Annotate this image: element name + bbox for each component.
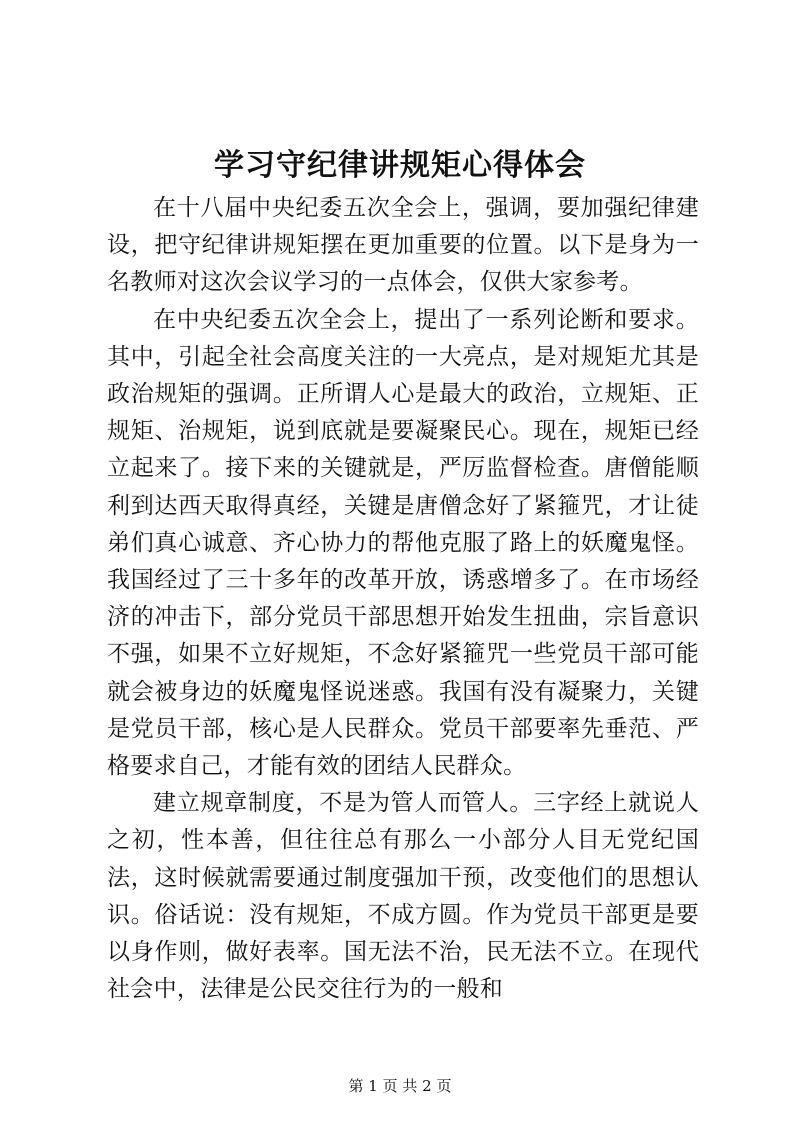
paragraph-1: 在十八届中央纪委五次全会上，强调，要加强纪律建设，把守纪律讲规矩摆在更加重要的位置。以下是身为一名教师对这次会议学习的一点体会，仅供大家参考。 <box>107 195 699 296</box>
document-body <box>107 190 699 1008</box>
paragraph-3: 建立规章制度，不是为管人而管人。三字经上就说人之初，性本善，但往往总有那么一小部分人目无党纪国法，这时候就需要通过制度强加干预，改变他们的思想认识。俗话说：没有规矩，不成方圆。作为党员干部更是要以身作则，做好表率。国无法不治，民无法不立。在现代社会中，法律是公民交往行为的一般和 <box>107 790 699 1003</box>
paragraph-2: 在中央纪委五次全会上，提出了一系列论断和要求。其中，引起全社会高度关注的一大亮点，是对规矩尤其是政治规矩的强调。正所谓人心是最大的政治，立规矩、正规矩、治规矩，说到底就是要凝聚民心。现在，规矩已经立起来了。接下来的关键就是，严厉监督检查。唐僧能顺利到达西天取得真经，关键是唐僧念好了紧箍咒，才让徒弟们真心诚意、齐心协力的帮他克服了路上的妖魔鬼怪。我国经过了三十多年的改革开放，诱惑增多了。在市场经济的冲击下，部分党员干部思想开始发生扭曲，宗旨意识不强，如果不立好规矩，不念好紧箍咒一些党员干部可能就会被身边的妖魔鬼怪说迷惑。我国有没有凝聚力，关键是党员干部，核心是人民群众。党员干部要率先垂范、严格要求自己，才能有效的团结人民群众。 <box>107 306 699 780</box>
page-footer: 第 1 页 共 2 页 <box>348 1077 452 1095</box>
document-title: 学习守纪律讲规矩心得体会 <box>214 148 586 183</box>
